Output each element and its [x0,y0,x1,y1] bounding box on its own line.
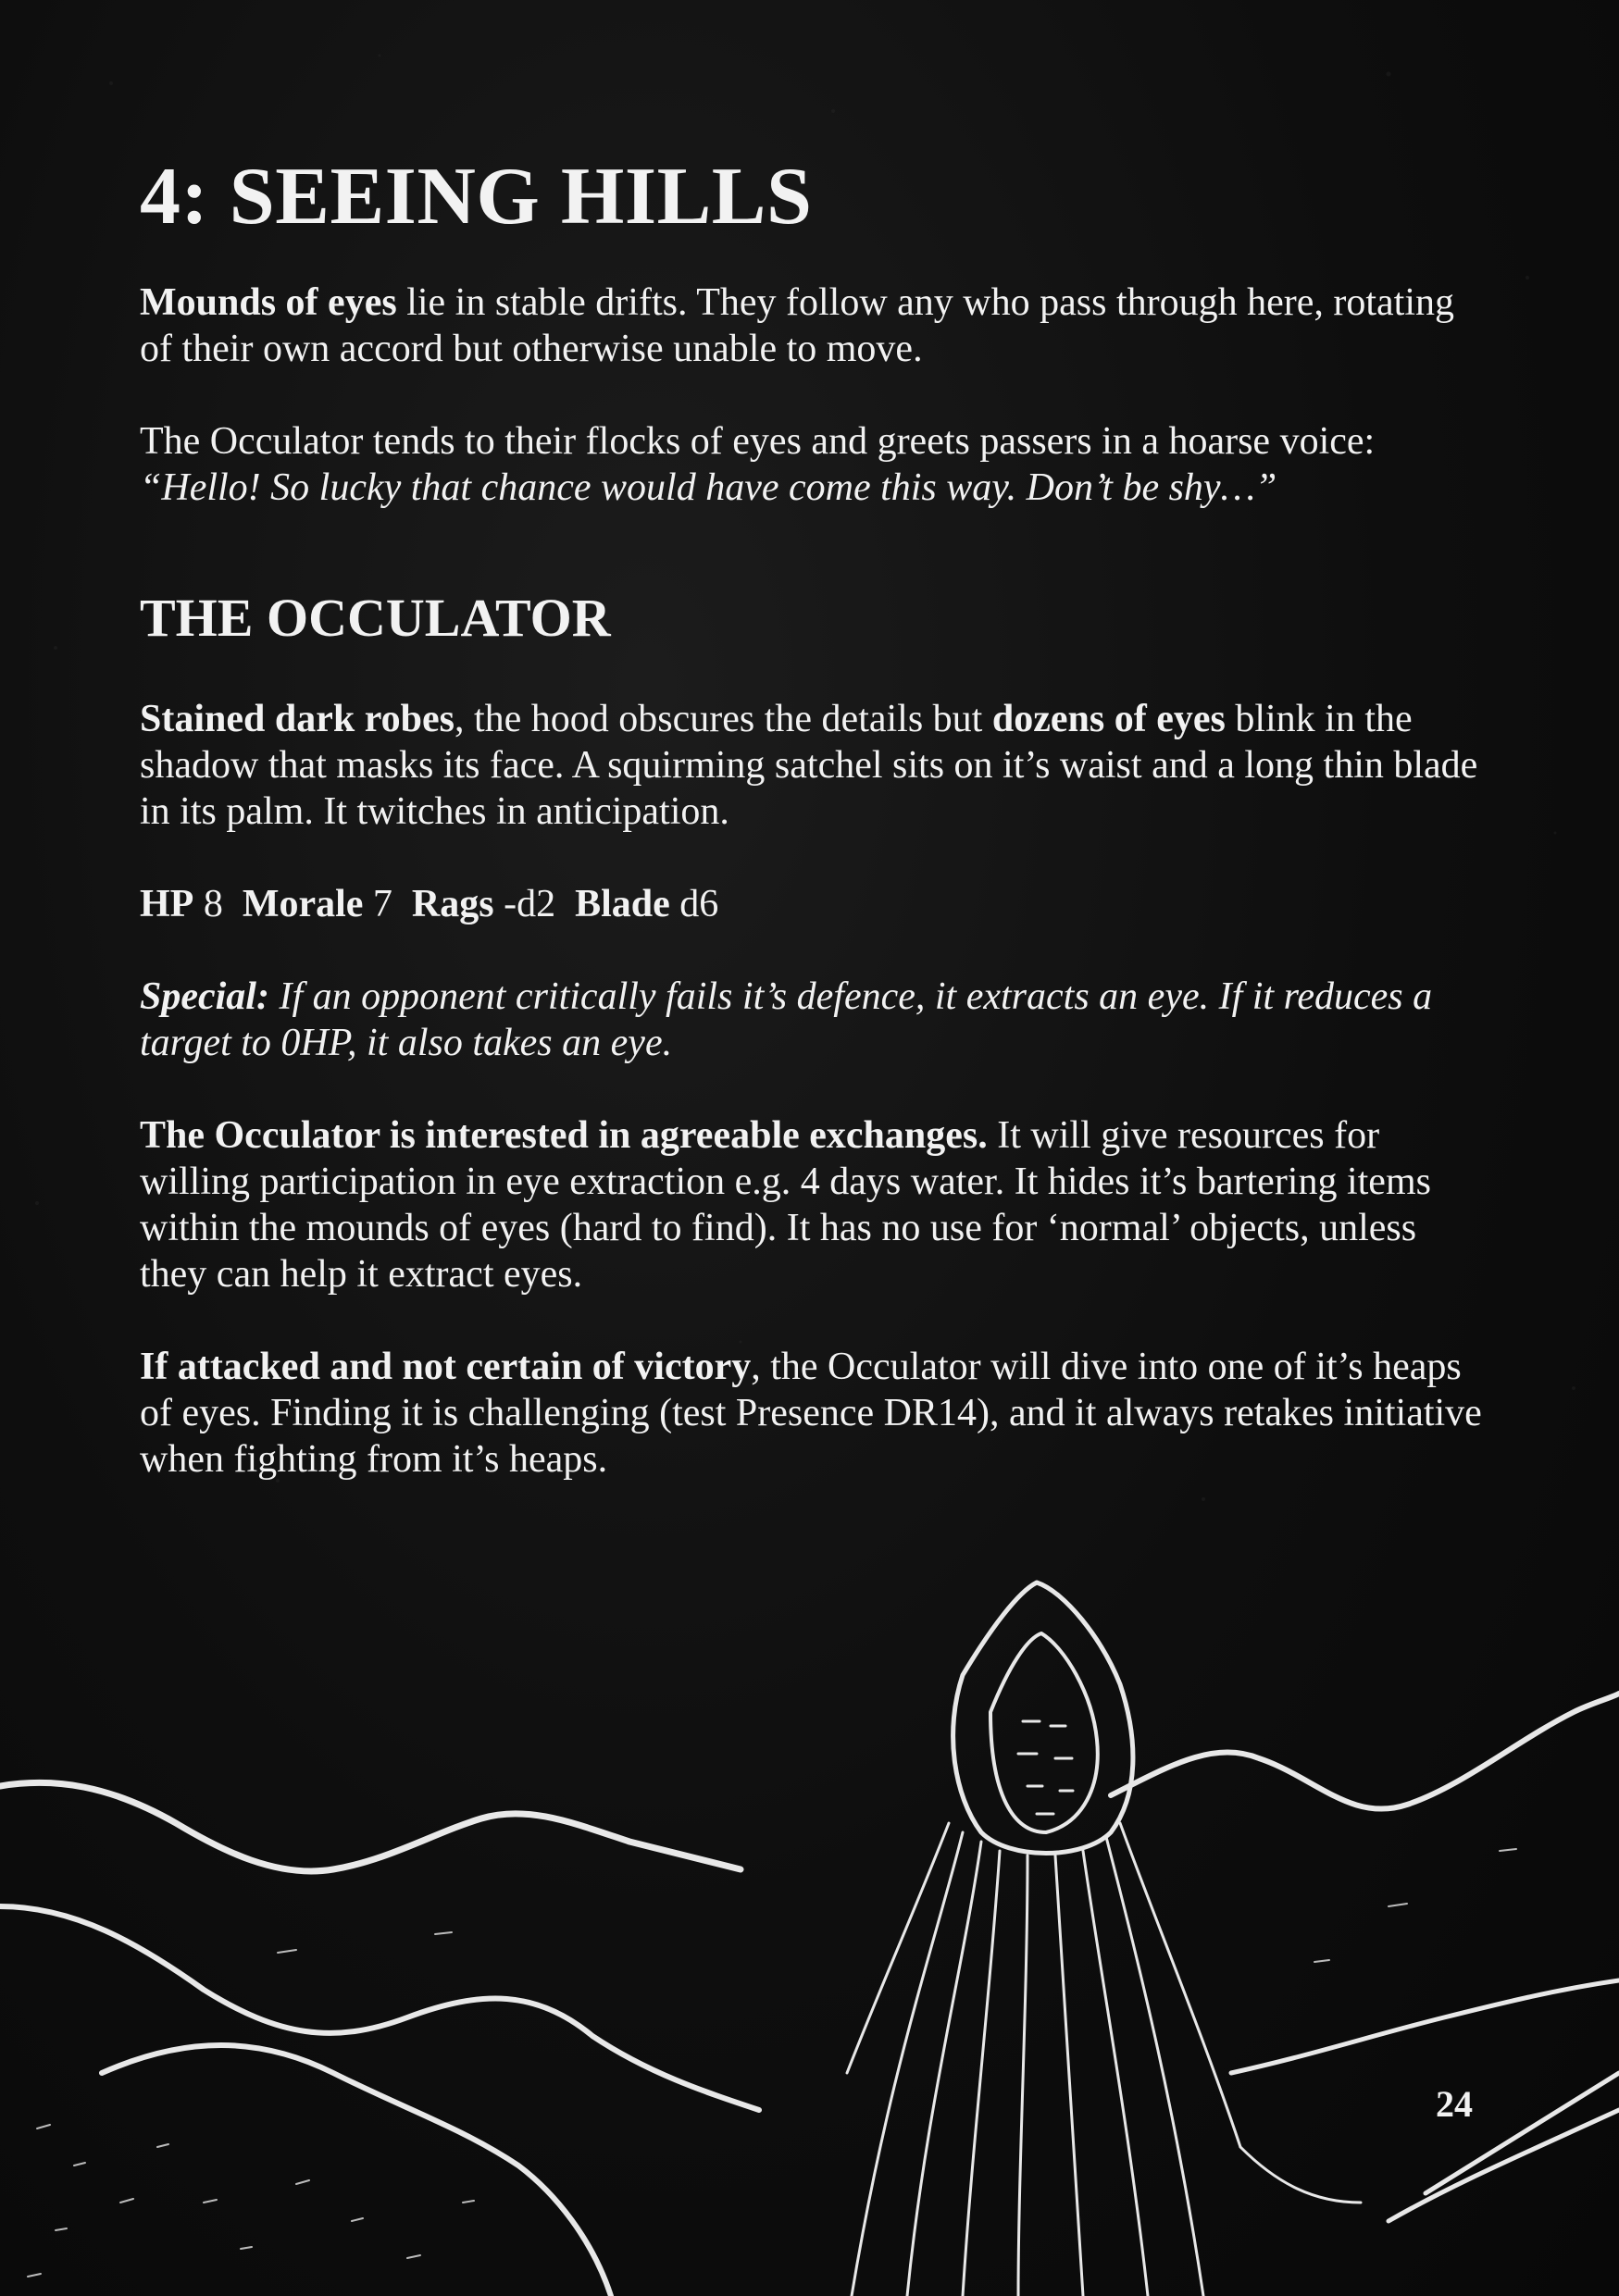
intro-bold: Mounds of eyes [140,280,397,324]
page-content [140,153,1491,1483]
stat-armor-label: Rags [411,882,494,925]
stat-hp-label: HP [140,882,194,925]
stat-armor-value: -d2 [493,882,576,925]
hill-line-3 [102,2045,611,2296]
hood-inner [990,1633,1098,1832]
hill-line-2 [0,1906,759,2110]
desc-bold-robes: Stained dark robes [140,697,455,740]
hill-line-right-1 [1111,1694,1619,1809]
intro-text: lie in stable drifts. They follow any who pass through here, rotating of their own accord but otherwise unable to move. [140,280,1455,370]
hill-line-right-2 [1231,1980,1619,2073]
intro-paragraph-1 [140,279,1491,372]
stat-morale-value: 7 [363,882,412,925]
page-title: 4: SEEING HILLS [140,152,813,242]
attack-paragraph [140,1344,1491,1483]
stat-hp-value: 8 [193,882,243,925]
hooded-occulator-illustration [0,1555,1619,2296]
desc-text-rest: blink in the shadow that masks its face. A squirming satchel sits on it’s waist and a long thin blade in its palm. It twitches in anticipation. [140,697,1478,833]
stat-block [140,881,1491,927]
attack-text: , the Occulator will dive into one of it’s heaps of eyes. Finding it is challenging (test Presence DR14), and it always retakes initiative when fighting from it’s heaps. [140,1345,1482,1481]
stat-weapon-value: d6 [669,882,719,925]
stat-morale-label: Morale [242,882,364,925]
special-ability [140,974,1491,1066]
attack-bold: If attacked and not certain of victory [140,1345,752,1388]
creature-heading: THE OCCULATOR [140,587,611,648]
desc-bold-eyes: dozens of eyes [991,697,1226,740]
exchange-text: It will give resources for willing participation in eye extraction e.g. 4 days water. It hides it’s bartering items within the mounds of eyes (hard to find). It has no use for ‘normal’ objects, unless they can help it extract eyes. [140,1113,1431,1296]
desc-text-mid: , the hood obscures the details but [454,697,992,740]
page-number: 24 [1436,2083,1473,2125]
intro-text-2: The Occulator tends to their flocks of eyes and greets passers in a hoarse voice: [140,419,1376,463]
hill-line-right-3 [1389,2110,1619,2221]
exchange-paragraph [140,1112,1491,1297]
hill-line-1 [0,1782,741,1871]
creature-description [140,696,1491,835]
greeting-quote: “Hello! So lucky that chance would have come this way. Don’t be shy…” [140,465,1277,509]
stat-weapon-label: Blade [575,882,670,925]
intro-paragraph-2 [140,418,1491,511]
special-text: If an opponent critically fails it’s defence, it extracts an eye. If it reduces a target to 0HP, it also takes an eye. [140,974,1433,1064]
special-label: Special: [140,974,269,1018]
exchange-bold: The Occulator is interested in agreeable exchanges. [140,1113,988,1157]
